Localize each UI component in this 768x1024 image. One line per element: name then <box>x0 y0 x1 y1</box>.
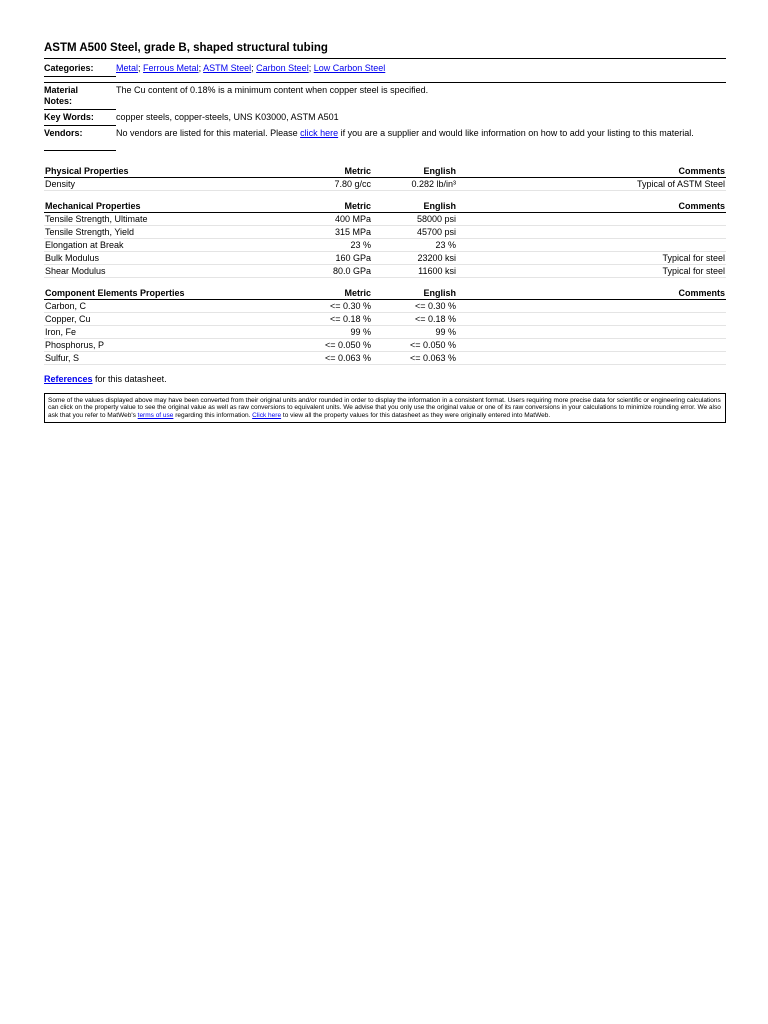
datasheet-content <box>44 41 726 423</box>
property-comment <box>457 313 726 326</box>
vendors-suffix: if you are a supplier and would like information on how to add your listing to this material. <box>338 128 694 138</box>
metric-value[interactable]: <= 0.063 % <box>286 352 372 365</box>
english-value[interactable]: 23200 ksi <box>372 252 457 265</box>
category-link-low-carbon-steel[interactable]: Low Carbon Steel <box>313 63 386 73</box>
material-notes-label <box>44 83 116 110</box>
metric-value[interactable]: <= 0.050 % <box>286 339 372 352</box>
terms-of-use-link[interactable]: terms of use <box>137 411 174 419</box>
section-heading: Mechanical Properties <box>44 200 286 213</box>
property-name: Shear Modulus <box>44 265 286 278</box>
metric-value[interactable]: <= 0.30 % <box>286 300 372 313</box>
metric-value[interactable]: 315 MPa <box>286 226 372 239</box>
metric-value[interactable]: 99 % <box>286 326 372 339</box>
section-spacer <box>44 191 726 200</box>
english-value[interactable]: <= 0.30 % <box>372 300 457 313</box>
property-name: Carbon, C <box>44 300 286 313</box>
property-comment: Typical for steel <box>457 265 726 278</box>
english-value[interactable]: 23 % <box>372 239 457 252</box>
material-meta <box>44 61 726 151</box>
metric-value[interactable]: <= 0.18 % <box>286 313 372 326</box>
table-row <box>44 265 726 278</box>
table-header-row <box>44 165 726 178</box>
categories-label: Categories: <box>44 61 116 77</box>
vendors-row <box>44 126 726 151</box>
table-row <box>44 226 726 239</box>
section-heading: Component Elements Properties <box>44 287 286 300</box>
category-separator: ; <box>251 63 254 73</box>
table-row <box>44 178 726 191</box>
page-title: ASTM A500 Steel, grade B, shaped structural tubing <box>44 41 726 59</box>
table-row <box>44 252 726 265</box>
property-name: Bulk Modulus <box>44 252 286 265</box>
references-line <box>44 374 726 385</box>
table-row <box>44 313 726 326</box>
english-value[interactable]: 0.282 lb/in³ <box>372 178 457 191</box>
property-name: Copper, Cu <box>44 313 286 326</box>
category-link-ferrous-metal[interactable]: Ferrous Metal <box>143 63 199 73</box>
mechanical-properties-table <box>44 200 726 278</box>
category-separator: ; <box>308 63 312 73</box>
property-name: Tensile Strength, Yield <box>44 226 286 239</box>
vendors-value <box>116 126 726 151</box>
metric-value[interactable]: 23 % <box>286 239 372 252</box>
property-name: Phosphorus, P <box>44 339 286 352</box>
vendors-click-here-link[interactable]: click here <box>300 128 339 138</box>
property-comment <box>457 339 726 352</box>
metric-value[interactable]: 400 MPa <box>286 213 372 226</box>
property-name: Tensile Strength, Ultimate <box>44 213 286 226</box>
table-row <box>44 326 726 339</box>
table-row <box>44 339 726 352</box>
comments-header: Comments <box>457 200 726 213</box>
material-notes-row <box>44 82 726 110</box>
disclaimer-text-1: Some of the values displayed above may have been converted from their original units and/or rounded in order to display the information in a consistent format. Users requiring more precise data for scientific or engineering calculations can click on the property value to see the original value as well as raw conversions to equivalent units. We advise that you only use the original value or one of its raw conversions in your calculations to minimize rounding error. We also ask that you refer to MatWeb's <box>48 397 721 419</box>
english-value[interactable]: <= 0.063 % <box>372 352 457 365</box>
english-value[interactable]: 58000 psi <box>372 213 457 226</box>
material-notes-label-line2: Notes: <box>44 96 73 106</box>
table-row <box>44 352 726 365</box>
disclaimer-box <box>44 393 726 423</box>
english-value[interactable]: 11600 ksi <box>372 265 457 278</box>
comments-header: Comments <box>457 287 726 300</box>
english-value[interactable]: <= 0.050 % <box>372 339 457 352</box>
english-value[interactable]: 99 % <box>372 326 457 339</box>
table-header-row <box>44 200 726 213</box>
table-row <box>44 213 726 226</box>
section-spacer <box>44 151 726 165</box>
english-header: English <box>372 200 457 213</box>
property-comment <box>457 239 726 252</box>
comments-header: Comments <box>457 165 726 178</box>
section-spacer <box>44 278 726 287</box>
keywords-row <box>44 110 726 126</box>
table-row <box>44 239 726 252</box>
english-header: English <box>372 165 457 178</box>
property-name: Iron, Fe <box>44 326 286 339</box>
english-value[interactable]: <= 0.18 % <box>372 313 457 326</box>
keywords-label: Key Words: <box>44 110 116 126</box>
metric-header: Metric <box>286 287 372 300</box>
category-separator: ; <box>138 63 141 73</box>
category-link-metal[interactable]: Metal <box>116 63 139 73</box>
property-comment <box>457 326 726 339</box>
categories-row <box>44 61 726 77</box>
property-comment <box>457 226 726 239</box>
keywords-value: copper steels, copper-steels, UNS K03000, ASTM A501 <box>116 112 339 122</box>
category-link-carbon-steel[interactable]: Carbon Steel <box>256 63 309 73</box>
property-comment <box>457 300 726 313</box>
property-comment: Typical of ASTM Steel <box>457 178 726 191</box>
disclaimer-text-3: to view all the property values for this datasheet as they were originally entered into MatWeb. <box>281 411 551 419</box>
table-header-row <box>44 287 726 300</box>
metric-value[interactable]: 80.0 GPa <box>286 265 372 278</box>
material-notes-value: The Cu content of 0.18% is a minimum content when copper steel is specified. <box>116 85 429 95</box>
property-name: Density <box>44 178 286 191</box>
categories-list <box>116 61 726 77</box>
references-suffix: for this datasheet. <box>92 374 167 384</box>
metric-header: Metric <box>286 200 372 213</box>
references-link[interactable]: References <box>44 374 93 384</box>
property-comment: Typical for steel <box>457 252 726 265</box>
english-header: English <box>372 287 457 300</box>
property-comment <box>457 352 726 365</box>
vendors-label: Vendors: <box>44 126 116 151</box>
table-row <box>44 300 726 313</box>
metric-value[interactable]: 7.80 g/cc <box>286 178 372 191</box>
component-elements-table <box>44 287 726 365</box>
metric-value[interactable]: 160 GPa <box>286 252 372 265</box>
click-here-original-values-link[interactable]: Click here <box>252 411 282 419</box>
category-separator: ; <box>198 63 202 73</box>
property-comment <box>457 213 726 226</box>
property-name: Elongation at Break <box>44 239 286 252</box>
physical-properties-table <box>44 165 726 191</box>
category-link-astm-steel[interactable]: ASTM Steel <box>203 63 252 73</box>
english-value[interactable]: 45700 psi <box>372 226 457 239</box>
metric-header: Metric <box>286 165 372 178</box>
material-notes-label-line1: Material <box>44 85 79 95</box>
section-heading: Physical Properties <box>44 165 286 178</box>
disclaimer-text-2: regarding this information. <box>173 411 253 419</box>
vendors-prefix: No vendors are listed for this material. Please <box>116 128 301 138</box>
property-name: Sulfur, S <box>44 352 286 365</box>
